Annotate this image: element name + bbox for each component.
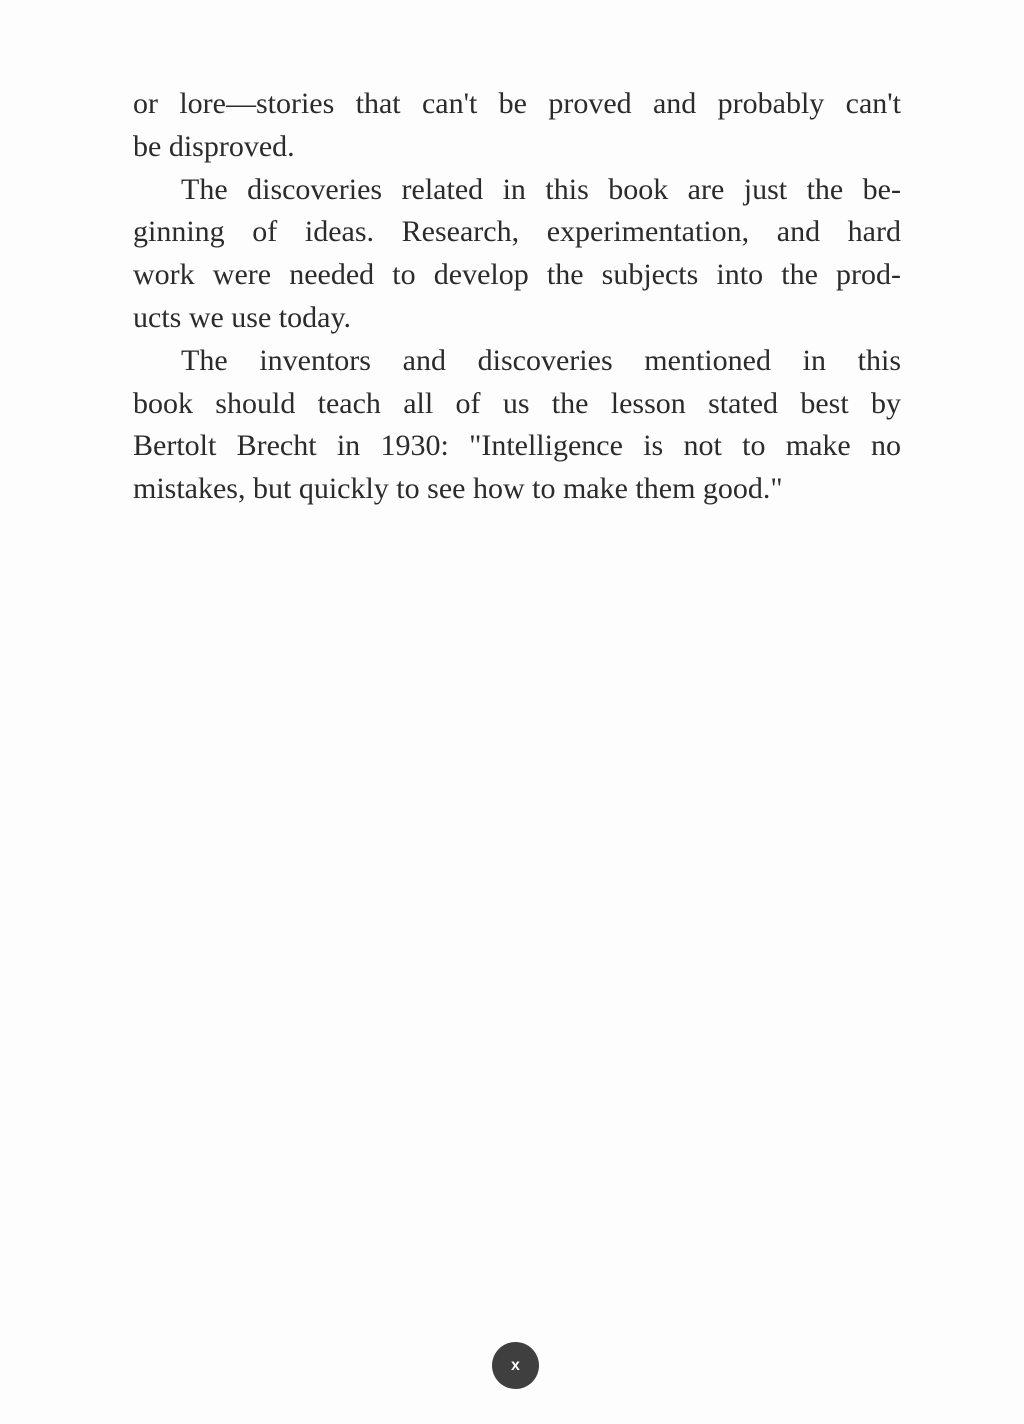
- text-line: The discoveries related in this book are just the be-: [181, 172, 901, 206]
- text-line: Bertolt Brecht in 1930: "Intelligence is not to make no: [133, 429, 901, 463]
- page-number-badge: x: [492, 1342, 539, 1389]
- text-line: ucts we use today.: [133, 300, 351, 334]
- text-line: be disproved.: [133, 129, 295, 163]
- text-line: work were needed to develop the subjects into the prod-: [133, 258, 901, 292]
- text-line: ginning of ideas. Research, experimentation, and hard: [133, 215, 901, 249]
- body-text: [133, 83, 901, 511]
- text-line: The inventors and discoveries mentioned in this: [181, 343, 901, 377]
- text-line: book should teach all of us the lesson stated best by: [133, 386, 901, 420]
- text-line: mistakes, but quickly to see how to make them good.": [133, 472, 783, 506]
- text-line: or lore—stories that can't be proved and probably can't: [133, 87, 901, 120]
